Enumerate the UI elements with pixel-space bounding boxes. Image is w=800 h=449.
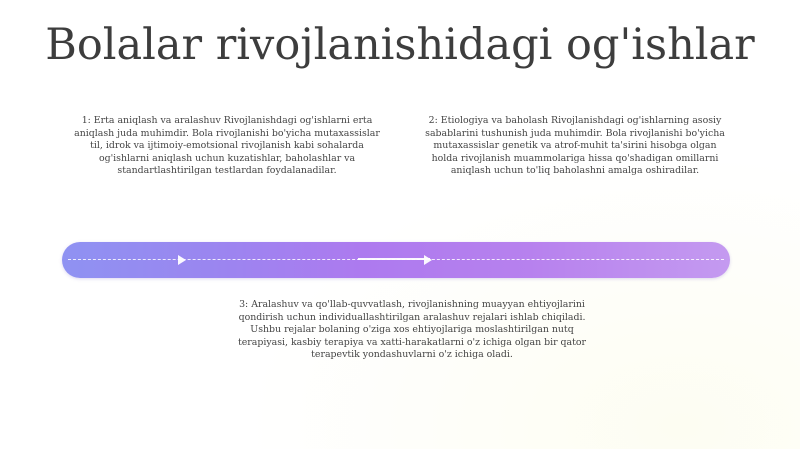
timeline-arrow-icon — [178, 255, 186, 265]
timeline-bar — [62, 242, 730, 278]
timeline-step-3-text: 3: Aralashuv va qo'llab-quvvatlash, rivojlanishning muayyan ehtiyojlarini qondirish uchun individuallashtirilgan aralashuv rejalari ishlab chiqiladi. Ushbu rejalar bolaning o'ziga xos ehtiyojlariga moslashtirilgan nutq terapiyasi, kasbiy terapiya va xatti-harakatlarni o'z ichiga olgan bir qator terapevtik yondashuvlarni o'z ichiga oladi. — [237, 299, 587, 361]
timeline-step-1-text: 1: Erta aniqlash va aralashuv Rivojlanishdagi og'ishlarni erta aniqlash juda muhimdir. Bola rivojlanishi bo'yicha mutaxassislar til, idrok va ijtimoiy-emotsional rivojlanish kabi sohalarda og'ishlarni aniqlash uchun kuzatishlar, baholashlar va standartlashtirilgan testlardan foydalanadilar. — [74, 115, 380, 177]
timeline-solid-segment — [358, 258, 430, 260]
timeline-step-2-text: 2: Etiologiya va baholash Rivojlanishdagi og'ishlarning asosiy sabablarini tushunish juda muhimdir. Bola rivojlanishi bo'yicha mutaxassislar genetik va atrof-muhit ta'sirini hisobga olgan holda rivojlanish muammolariga hissa qo'shadigan omillarni aniqlash uchun to'liq baholashni amalga oshiradilar. — [425, 115, 725, 177]
timeline-arrow-icon — [424, 255, 432, 265]
slide-title: Bolalar rivojlanishidagi og'ishlar — [45, 20, 755, 70]
